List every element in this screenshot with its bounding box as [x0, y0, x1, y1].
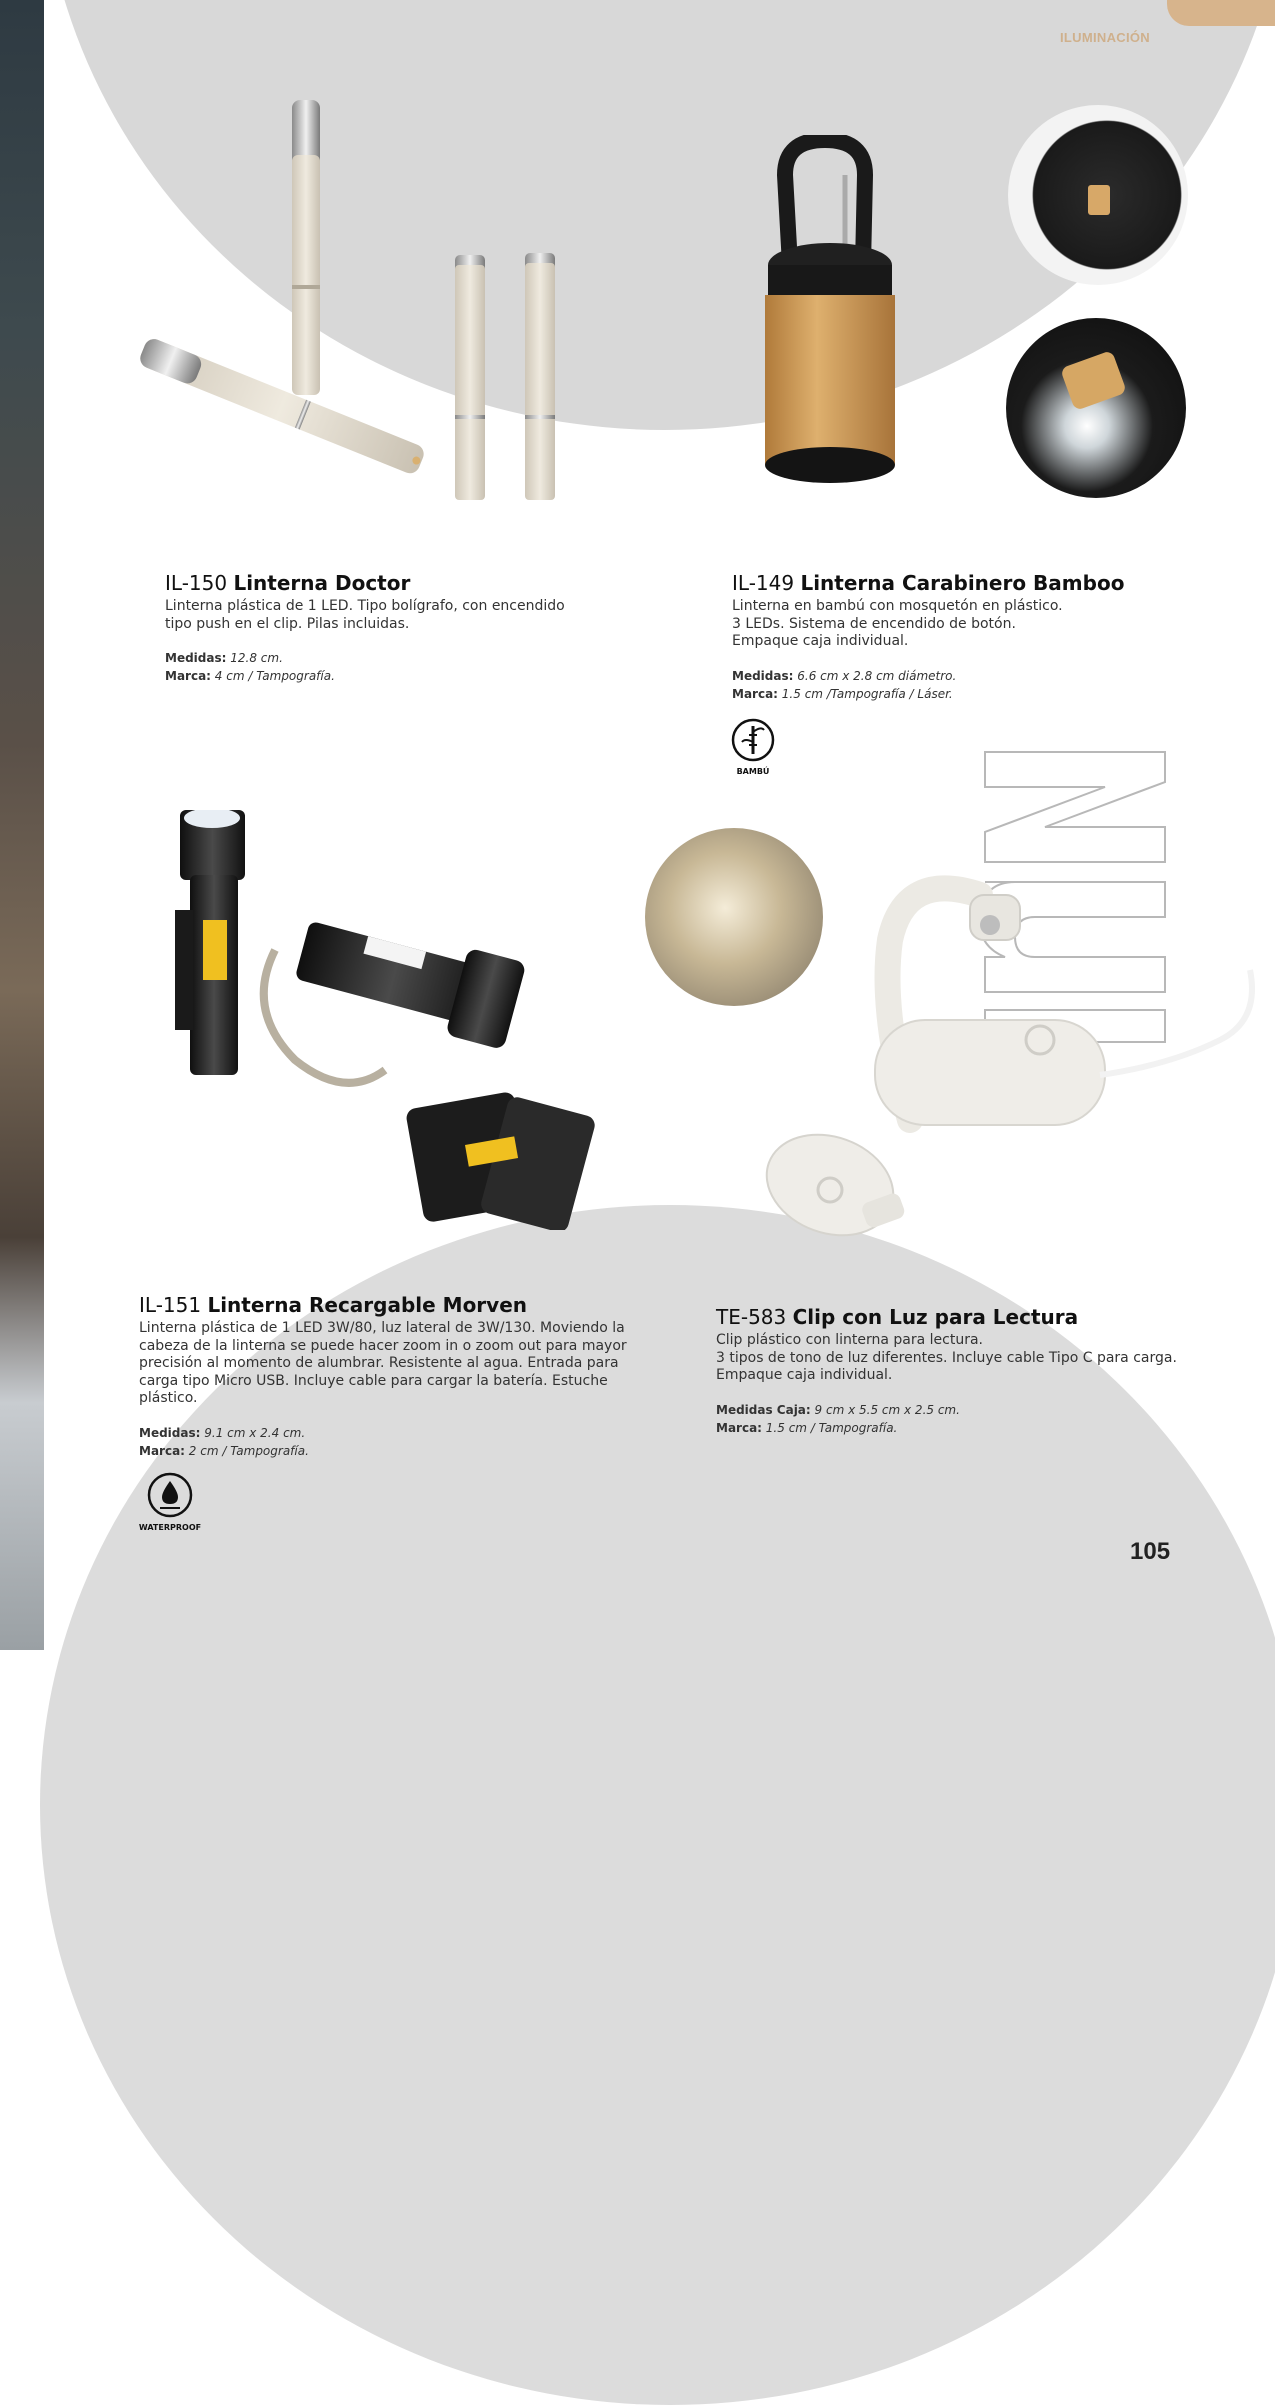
photo-light-circle [1006, 318, 1186, 498]
product-image-linterna-carabinero [745, 135, 915, 490]
product-code: IL-151 [139, 1293, 202, 1317]
section-tab [1167, 0, 1275, 26]
product-specs [165, 649, 625, 685]
badge-label: WATERPROOF [138, 1523, 202, 1532]
spec-row: Marca: 1.5 cm /Tampografía / Láser. [732, 686, 953, 701]
spec-row: Medidas Caja: 9 cm x 5.5 cm x 2.5 cm. [716, 1402, 960, 1417]
product-image-linterna-morven [165, 810, 615, 1230]
description-line: plástico. [139, 1390, 198, 1406]
description-line: Linterna plástica de 1 LED 3W/80, luz lateral de 3W/130. Moviendo la [139, 1320, 625, 1336]
product-specs [716, 1401, 1216, 1437]
product-name: Linterna Recargable Morven [207, 1293, 528, 1317]
product-description [732, 598, 1192, 651]
product-il-150 [165, 570, 625, 685]
description-line: carga tipo Micro USB. Incluye cable para cargar la batería. Estuche [139, 1372, 608, 1389]
product-image-linterna-doctor [120, 85, 600, 515]
product-code: IL-150 [165, 571, 228, 595]
spec-row: Marca: 2 cm / Tampografía. [139, 1443, 309, 1458]
product-il-151 [139, 1292, 659, 1460]
product-title [732, 570, 1192, 596]
product-code: IL-149 [732, 571, 795, 595]
product-image-clip-lectura [740, 850, 1270, 1250]
waterproof-badge [135, 1472, 205, 1532]
description-line: cabeza de la linterna se puede hacer zoom in o zoom out para mayor [139, 1337, 627, 1354]
description-line: Empaque caja individual. [716, 1367, 893, 1383]
section-label: ILUMINACIÓN [1060, 30, 1150, 45]
bamboo-badge [728, 718, 778, 776]
spec-row: Medidas: 9.1 cm x 2.4 cm. [139, 1425, 306, 1440]
photo-backpack-circle [1008, 105, 1188, 285]
description-line: Linterna en bambú con mosquetón en plástico. [732, 598, 1063, 614]
product-title [716, 1304, 1216, 1330]
spec-row: Marca: 4 cm / Tampografía. [165, 669, 335, 683]
badge-label: BAMBÚ [736, 767, 770, 776]
spec-row: Marca: 1.5 cm / Tampografía. [716, 1420, 898, 1435]
product-description [716, 1332, 1216, 1385]
description-line: precisión al momento de alumbrar. Resistente al agua. Entrada para [139, 1355, 619, 1371]
product-name: Linterna Doctor [233, 571, 411, 595]
description-line: 3 tipos de tono de luz diferentes. Incluye cable Tipo C para carga. [716, 1349, 1177, 1366]
product-description [139, 1320, 659, 1408]
description-line: Empaque caja individual. [732, 633, 909, 649]
product-name: Clip con Luz para Lectura [792, 1305, 1079, 1329]
product-description [165, 598, 625, 633]
product-il-149 [732, 570, 1192, 703]
description-line: Linterna plástica de 1 LED. Tipo bolígrafo, con encendido [165, 598, 565, 614]
description-line: 3 LEDs. Sistema de encendido de botón. [732, 615, 1016, 632]
page-number: 105 [1130, 1538, 1171, 1565]
description-line: Clip plástico con linterna para lectura. [716, 1332, 983, 1348]
bamboo-icon [731, 718, 775, 762]
description-line: tipo push en el clip. Pilas incluidas. [165, 615, 410, 632]
spec-row: Medidas: 12.8 cm. [165, 651, 283, 665]
product-specs [732, 667, 1192, 703]
product-title [165, 570, 625, 596]
product-specs [139, 1424, 659, 1460]
product-title [139, 1292, 659, 1318]
product-code: TE-583 [716, 1305, 787, 1329]
left-edge-photo-strip [0, 0, 44, 1650]
waterproof-icon [147, 1472, 193, 1518]
product-te-583 [716, 1304, 1216, 1437]
product-name: Linterna Carabinero Bamboo [800, 571, 1125, 595]
spec-row: Medidas: 6.6 cm x 2.8 cm diámetro. [732, 668, 957, 683]
